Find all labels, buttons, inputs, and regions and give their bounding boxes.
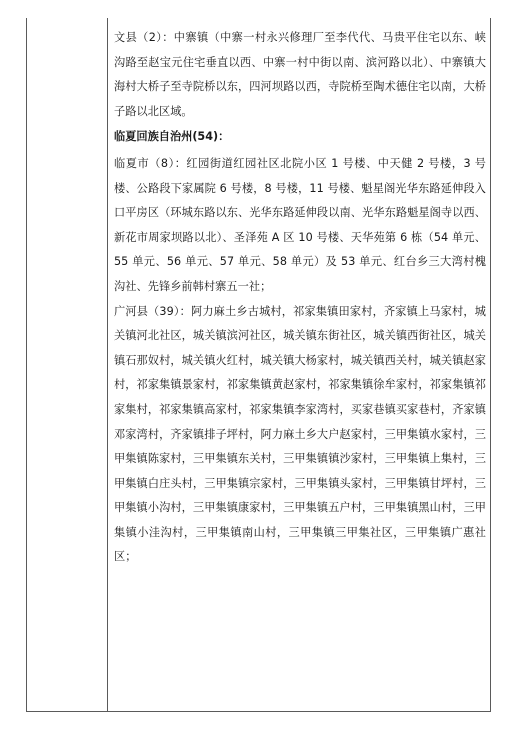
content-cell (114, 26, 486, 570)
paragraph-wenxian: 文县（2）：中寨镇（中寨一村永兴修理厂至李代代、马贵平住宅以东、峡沟路至赵宝元住宅垂直以西、中寨一村中街以南、滨河路以北）、中寨镇大海村大桥子至寺院桥以东，四河坝路以西，寺院桥至陶术德住宅以南，大桥子路以北区域。 (114, 31, 486, 118)
paragraph-guanghe-county: 广河县（39）：阿力麻土乡古城村，祁家集镇田家村，齐家镇上马家村，城关镇河北社区，城关镇滨河社区，城关镇东街社区，城关镇西街社区，城关镇石那奴村，城关镇火红村，城关镇大杨家村，城关镇西关村，城关镇赵家村，祁家集镇景家村，祁家集镇黄赵家村，祁家集镇徐牟家村，祁家集镇祁家集村，祁家集镇高家村，祁家集镇李家湾村，买家巷镇买家巷村，齐家镇邓家湾村，齐家镇排子坪村，阿力麻土乡大户赵家村，三甲集镇水家村，三甲集镇陈家村，三甲集镇东关村，三甲集镇镇沙家村，三甲集镇上集村，三甲集镇白庄头村，三甲集镇宗家村，三甲集镇头家村，三甲集镇甘坪村，三甲集镇小沟村，三甲集镇康家村，三甲集镇五户村，三甲集镇黑山村，三甲集镇小洼沟村，三甲集镇南山村，三甲集镇三甲集社区，三甲集镇广惠社区； (114, 304, 486, 564)
section-heading-linxia: 临夏回族自治州(54)： (114, 130, 230, 144)
column-divider (107, 18, 108, 711)
table-frame (26, 18, 491, 712)
paragraph-linxia-city: 临夏市（8）：红园街道红园社区北院小区 1 号楼、中天健 2 号楼，3 号楼、公路段下家属院 6 号楼，8 号楼，11 号楼、魁星阁光华东路延伸段入口平房区（环城东路以东、光华东路延伸段以南、光华东路魁星阁寺以西、新花市周家坝路以北）、圣泽苑 A 区 10 号楼、天华苑第 6 栋（54 单元、55 单元、56 单元、57 单元、58 单元）及 53 单元、红台乡三大湾村槐沟社、先锋乡前韩村寨五一社； (114, 156, 486, 293)
